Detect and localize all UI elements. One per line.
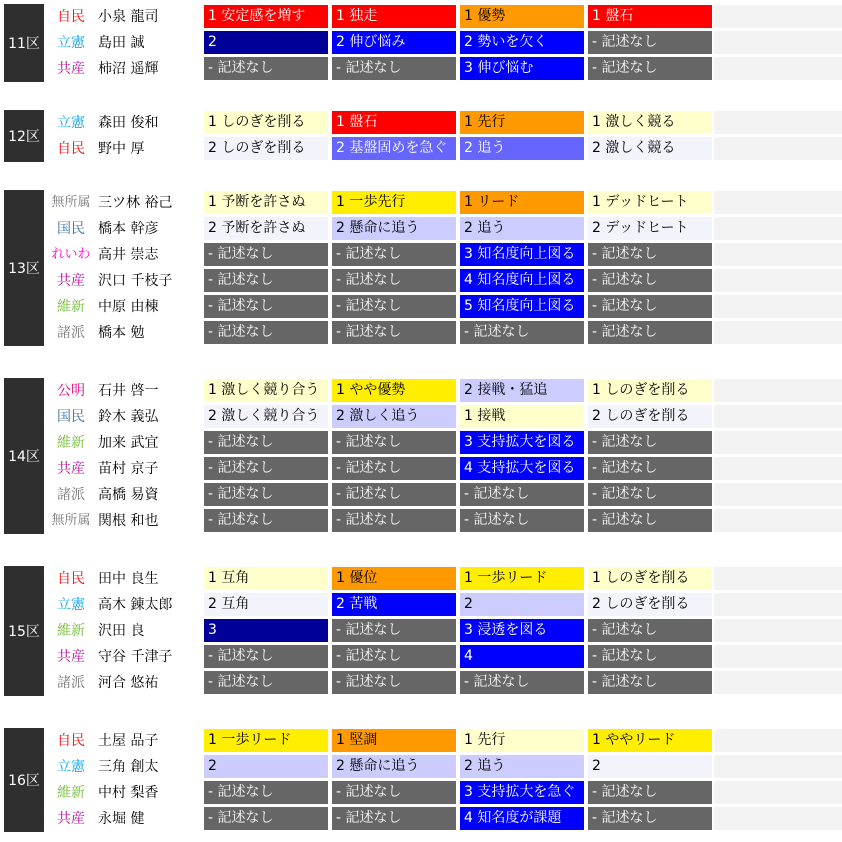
- candidate-row: [0, 242, 842, 268]
- candidate-row: [0, 56, 842, 82]
- forecast-cell: 2 しのぎを削る: [588, 593, 712, 616]
- district-label: 15区: [4, 566, 44, 696]
- candidate-name: 高井 崇志: [98, 247, 159, 263]
- party-label: 無所属: [51, 513, 91, 528]
- forecast-cell: 3: [204, 619, 328, 642]
- forecast-cell: 2 基盤固めを急ぐ: [332, 137, 456, 160]
- forecast-cell: 4: [460, 645, 584, 668]
- forecast-cell: 2 しのぎを削る: [588, 405, 712, 428]
- row-trailing-band: [714, 321, 842, 344]
- forecast-cell: - 記述なし: [332, 431, 456, 454]
- forecast-cell: - 記述なし: [204, 781, 328, 804]
- row-trailing-band: [714, 671, 842, 694]
- forecast-cell: 1 一歩先行: [332, 191, 456, 214]
- forecast-cell: 2 追う: [460, 137, 584, 160]
- forecast-cell: - 記述なし: [332, 807, 456, 830]
- party-label: 立憲: [57, 597, 85, 613]
- candidate-row: [0, 30, 842, 56]
- forecast-cell: - 記述なし: [332, 457, 456, 480]
- forecast-cell: 1 先行: [460, 729, 584, 752]
- forecast-cell: - 記述なし: [332, 671, 456, 694]
- row-trailing-band: [714, 755, 842, 778]
- forecast-cell: 2 勢いを欠く: [460, 31, 584, 54]
- forecast-cell: - 記述なし: [204, 645, 328, 668]
- district-block: [0, 110, 842, 162]
- forecast-cell: - 記述なし: [204, 509, 328, 532]
- party-label: 諸派: [57, 325, 85, 341]
- candidate-row: [0, 780, 842, 806]
- forecast-cell: 2 追う: [460, 755, 584, 778]
- forecast-cell: 1 優勢: [460, 5, 584, 28]
- forecast-cell: - 記述なし: [588, 321, 712, 344]
- forecast-cell: 2: [204, 755, 328, 778]
- row-trailing-band: [714, 137, 842, 160]
- party-label: 維新: [57, 623, 85, 639]
- forecast-cell: - 記述なし: [204, 57, 328, 80]
- row-trailing-band: [714, 405, 842, 428]
- candidate-name: 永堀 健: [98, 811, 145, 827]
- forecast-cell: - 記述なし: [588, 31, 712, 54]
- forecast-cell: 4 支持拡大を図る: [460, 457, 584, 480]
- row-trailing-band: [714, 269, 842, 292]
- row-trailing-band: [714, 191, 842, 214]
- party-label: 立憲: [57, 35, 85, 51]
- forecast-cell: 1 盤石: [332, 111, 456, 134]
- forecast-cell: - 記述なし: [588, 243, 712, 266]
- row-trailing-band: [714, 781, 842, 804]
- forecast-cell: 3 伸び悩む: [460, 57, 584, 80]
- forecast-cell: 2 予断を許さぬ: [204, 217, 328, 240]
- forecast-cell: 1 激しく競る: [588, 111, 712, 134]
- candidate-row: [0, 456, 842, 482]
- forecast-cell: 2 激しく追う: [332, 405, 456, 428]
- forecast-cell: 1 デッドヒート: [588, 191, 712, 214]
- district-block: [0, 728, 842, 832]
- forecast-cell: 1 互角: [204, 567, 328, 590]
- candidate-name: 守谷 千津子: [98, 649, 173, 665]
- party-label: 立憲: [57, 115, 85, 131]
- row-trailing-band: [714, 567, 842, 590]
- forecast-cell: 1 先行: [460, 111, 584, 134]
- candidate-name: 三角 創太: [98, 759, 159, 775]
- forecast-cell: - 記述なし: [332, 781, 456, 804]
- row-trailing-band: [714, 593, 842, 616]
- candidate-row: [0, 618, 842, 644]
- party-label: 自民: [57, 9, 85, 25]
- forecast-cell: 2: [460, 593, 584, 616]
- candidate-row: [0, 110, 842, 136]
- row-trailing-band: [714, 5, 842, 28]
- forecast-cell: - 記述なし: [332, 321, 456, 344]
- forecast-cell: 1 リード: [460, 191, 584, 214]
- district-block: [0, 378, 842, 534]
- forecast-cell: 1 堅調: [332, 729, 456, 752]
- district-label: 11区: [4, 4, 44, 82]
- forecast-cell: - 記述なし: [332, 295, 456, 318]
- forecast-cell: 2: [588, 755, 712, 778]
- forecast-cell: - 記述なし: [204, 243, 328, 266]
- forecast-cell: - 記述なし: [332, 645, 456, 668]
- row-trailing-band: [714, 509, 842, 532]
- forecast-cell: - 記述なし: [460, 509, 584, 532]
- row-trailing-band: [714, 243, 842, 266]
- candidate-name: 森田 俊和: [98, 115, 159, 131]
- district-block: [0, 566, 842, 696]
- candidate-row: [0, 508, 842, 534]
- party-label: 共産: [57, 649, 85, 665]
- forecast-cell: - 記述なし: [588, 57, 712, 80]
- party-label: 立憲: [57, 759, 85, 775]
- district-label: 13区: [4, 190, 44, 346]
- district-block: [0, 190, 842, 346]
- candidate-row: [0, 592, 842, 618]
- forecast-cell: 2: [204, 31, 328, 54]
- party-label: 自民: [57, 733, 85, 749]
- district-label: 14区: [4, 378, 44, 534]
- party-label: 国民: [57, 409, 85, 425]
- forecast-cell: - 記述なし: [588, 645, 712, 668]
- party-label: 公明: [57, 383, 85, 399]
- candidate-name: 橋本 勉: [98, 325, 145, 341]
- forecast-cell: 1 予断を許さぬ: [204, 191, 328, 214]
- forecast-cell: - 記述なし: [588, 457, 712, 480]
- forecast-cell: 4 知名度向上図る: [460, 269, 584, 292]
- forecast-cell: 1 独走: [332, 5, 456, 28]
- party-label: 諸派: [57, 675, 85, 691]
- candidate-row: [0, 294, 842, 320]
- forecast-cell: 2 激しく競り合う: [204, 405, 328, 428]
- forecast-cell: 1 しのぎを削る: [588, 567, 712, 590]
- candidate-row: [0, 404, 842, 430]
- candidate-row: [0, 670, 842, 696]
- party-label: 共産: [57, 461, 85, 477]
- forecast-cell: - 記述なし: [460, 671, 584, 694]
- row-trailing-band: [714, 483, 842, 506]
- party-label: 国民: [57, 221, 85, 237]
- candidate-name: 中原 由棟: [98, 299, 159, 315]
- forecast-cell: - 記述なし: [204, 671, 328, 694]
- forecast-cell: 1 やや優勢: [332, 379, 456, 402]
- party-label: れいわ: [51, 247, 91, 262]
- row-trailing-band: [714, 217, 842, 240]
- candidate-row: [0, 644, 842, 670]
- candidate-name: 野中 厚: [98, 141, 145, 157]
- district-block: [0, 4, 842, 82]
- party-label: 共産: [57, 273, 85, 289]
- candidate-row: [0, 430, 842, 456]
- party-label: 共産: [57, 811, 85, 827]
- candidate-row: [0, 136, 842, 162]
- forecast-cell: 3 知名度向上図る: [460, 243, 584, 266]
- candidate-name: 鈴木 義弘: [98, 409, 159, 425]
- forecast-cell: - 記述なし: [588, 671, 712, 694]
- party-label: 無所属: [51, 195, 91, 210]
- row-trailing-band: [714, 379, 842, 402]
- forecast-cell: 2 接戦・猛追: [460, 379, 584, 402]
- row-trailing-band: [714, 111, 842, 134]
- forecast-cell: - 記述なし: [204, 295, 328, 318]
- forecast-cell: 1 安定感を増す: [204, 5, 328, 28]
- candidate-row: [0, 728, 842, 754]
- forecast-cell: 1 しのぎを削る: [588, 379, 712, 402]
- forecast-cell: - 記述なし: [204, 457, 328, 480]
- party-label: 自民: [57, 571, 85, 587]
- forecast-cell: - 記述なし: [204, 807, 328, 830]
- forecast-cell: - 記述なし: [332, 57, 456, 80]
- forecast-cell: 1 ややリード: [588, 729, 712, 752]
- forecast-cell: 1 優位: [332, 567, 456, 590]
- candidate-row: [0, 806, 842, 832]
- candidate-name: 橋本 幹彦: [98, 221, 159, 237]
- forecast-cell: - 記述なし: [460, 321, 584, 344]
- forecast-cell: 1 盤石: [588, 5, 712, 28]
- candidate-row: [0, 378, 842, 404]
- forecast-cell: 1 激しく競り合う: [204, 379, 328, 402]
- candidate-name: 関根 和也: [98, 513, 159, 529]
- forecast-cell: 2 互角: [204, 593, 328, 616]
- forecast-cell: - 記述なし: [332, 483, 456, 506]
- row-trailing-band: [714, 431, 842, 454]
- forecast-cell: 1 接戦: [460, 405, 584, 428]
- forecast-cell: - 記述なし: [460, 483, 584, 506]
- forecast-cell: - 記述なし: [332, 269, 456, 292]
- row-trailing-band: [714, 807, 842, 830]
- candidate-row: [0, 268, 842, 294]
- forecast-cell: 3 浸透を図る: [460, 619, 584, 642]
- candidate-row: [0, 320, 842, 346]
- forecast-cell: - 記述なし: [204, 431, 328, 454]
- party-label: 維新: [57, 299, 85, 315]
- candidate-name: 柿沼 遥輝: [98, 61, 159, 77]
- row-trailing-band: [714, 457, 842, 480]
- forecast-cell: 2 しのぎを削る: [204, 137, 328, 160]
- forecast-cell: 3 支持拡大を図る: [460, 431, 584, 454]
- forecast-cell: 1 しのぎを削る: [204, 111, 328, 134]
- forecast-cell: - 記述なし: [332, 243, 456, 266]
- party-label: 諸派: [57, 487, 85, 503]
- district-label: 12区: [4, 110, 44, 162]
- candidate-row: [0, 566, 842, 592]
- forecast-cell: 2 激しく競る: [588, 137, 712, 160]
- forecast-cell: - 記述なし: [588, 509, 712, 532]
- party-label: 維新: [57, 785, 85, 801]
- forecast-cell: - 記述なし: [332, 619, 456, 642]
- forecast-cell: 2 追う: [460, 217, 584, 240]
- row-trailing-band: [714, 645, 842, 668]
- forecast-cell: 2 伸び悩み: [332, 31, 456, 54]
- forecast-cell: 1 一歩リード: [204, 729, 328, 752]
- party-label: 自民: [57, 141, 85, 157]
- forecast-cell: - 記述なし: [204, 321, 328, 344]
- forecast-cell: 1 一歩リード: [460, 567, 584, 590]
- forecast-cell: - 記述なし: [588, 431, 712, 454]
- candidate-name: 沢田 良: [98, 623, 145, 639]
- candidate-name: 苗村 京子: [98, 461, 159, 477]
- row-trailing-band: [714, 31, 842, 54]
- forecast-cell: - 記述なし: [588, 295, 712, 318]
- candidate-row: [0, 754, 842, 780]
- candidate-name: 高橋 易資: [98, 487, 159, 503]
- forecast-cell: - 記述なし: [588, 619, 712, 642]
- forecast-cell: 4 知名度が課題: [460, 807, 584, 830]
- row-trailing-band: [714, 57, 842, 80]
- forecast-cell: - 記述なし: [204, 483, 328, 506]
- candidate-name: 加来 武宜: [98, 435, 159, 451]
- forecast-cell: 2 懸命に追う: [332, 217, 456, 240]
- candidate-name: 石井 啓一: [98, 383, 159, 399]
- forecast-cell: 2 懸命に追う: [332, 755, 456, 778]
- forecast-cell: - 記述なし: [588, 483, 712, 506]
- candidate-name: 河合 悠祐: [98, 675, 159, 691]
- row-trailing-band: [714, 619, 842, 642]
- row-trailing-band: [714, 729, 842, 752]
- party-label: 維新: [57, 435, 85, 451]
- district-label: 16区: [4, 728, 44, 832]
- candidate-name: 田中 良生: [98, 571, 159, 587]
- forecast-cell: 2 苦戦: [332, 593, 456, 616]
- forecast-cell: - 記述なし: [588, 269, 712, 292]
- candidate-row: [0, 190, 842, 216]
- party-label: 共産: [57, 61, 85, 77]
- forecast-cell: - 記述なし: [204, 269, 328, 292]
- forecast-cell: 5 知名度向上図る: [460, 295, 584, 318]
- forecast-cell: - 記述なし: [332, 509, 456, 532]
- candidate-row: [0, 216, 842, 242]
- candidate-row: [0, 4, 842, 30]
- forecast-cell: - 記述なし: [588, 807, 712, 830]
- forecast-cell: 3 支持拡大を急ぐ: [460, 781, 584, 804]
- forecast-cell: - 記述なし: [588, 781, 712, 804]
- candidate-name: 沢口 千枝子: [98, 273, 173, 289]
- candidate-row: [0, 482, 842, 508]
- candidate-name: 高木 錬太郎: [98, 597, 173, 613]
- candidate-name: 三ツ林 裕己: [98, 195, 173, 211]
- candidate-name: 島田 誠: [98, 35, 145, 51]
- forecast-cell: 2 デッドヒート: [588, 217, 712, 240]
- candidate-name: 土屋 品子: [98, 733, 159, 749]
- candidate-name: 小泉 龍司: [98, 9, 159, 25]
- candidate-name: 中村 梨香: [98, 785, 159, 801]
- row-trailing-band: [714, 295, 842, 318]
